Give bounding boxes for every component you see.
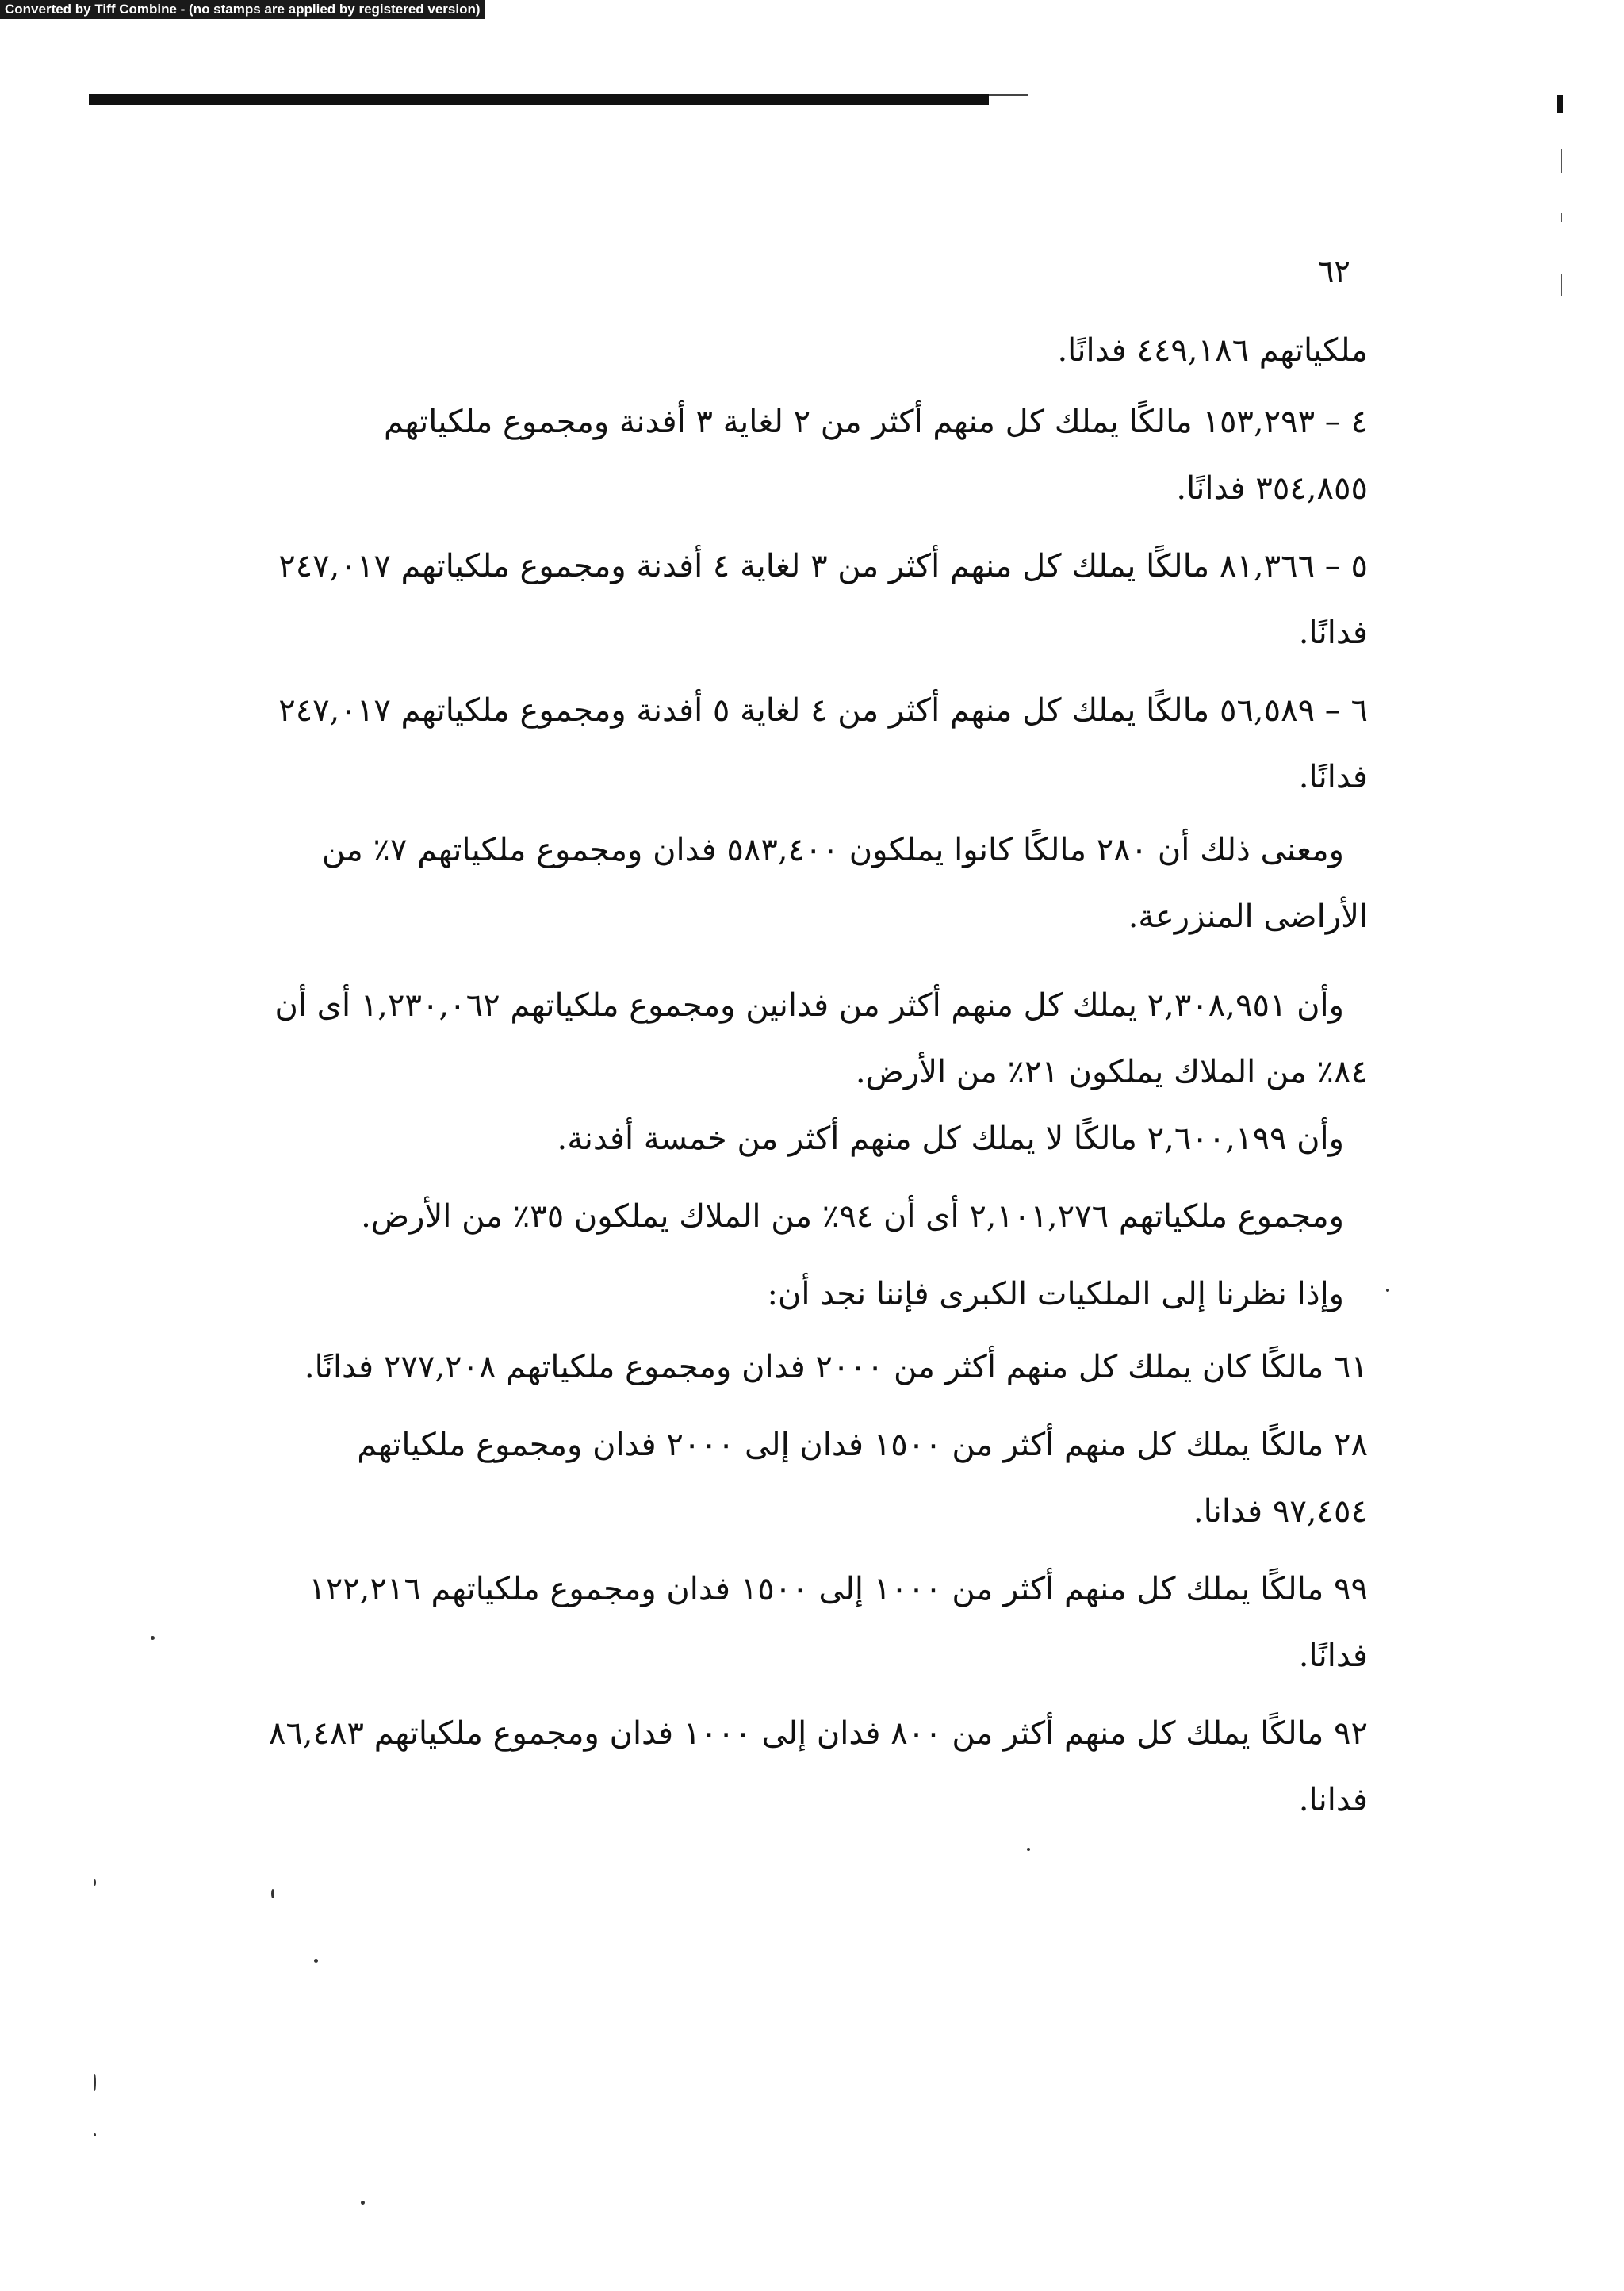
scan-speck bbox=[151, 1636, 155, 1640]
scan-speck bbox=[1386, 1289, 1389, 1292]
list-item: ٩٩ مالكًا يملك كل منهم أكثر من ١٠٠٠ إلى ١٥٠٠ فدان ومجموع ملكياتهم ١٢٢,٢١٦ فدانًا. bbox=[308, 1571, 1368, 1674]
list-item: ٦ – ٥٦,٥٨٩ مالكًا يملك كل منهم أكثر من ٤ لغاية ٥ أفدنة ومجموع ملكياتهم ٢٤٧,٠١٧ فدانًا. bbox=[278, 692, 1368, 795]
scan-mark bbox=[1557, 95, 1563, 113]
paragraph: وأن ٢,٣٠٨,٩٥١ يملك كل منهم أكثر من فدانين ومجموع ملكياتهم ١,٢٣٠,٠٦٢ أى أن ٨٤٪ من الملاك يملكون ٢١٪ من الأرض. bbox=[274, 987, 1368, 1090]
edge-tick bbox=[1561, 213, 1562, 222]
edge-tick bbox=[1561, 274, 1562, 296]
top-rule-tail bbox=[989, 94, 1028, 96]
scan-speck bbox=[361, 2201, 365, 2205]
paragraph: ومعنى ذلك أن ٢٨٠ مالكًا كانوا يملكون ٥٨٣,٤٠٠ فدان ومجموع ملكياتهم ٧٪ من الأراضى المنزرعة. bbox=[321, 832, 1368, 935]
scan-speck bbox=[271, 1889, 274, 1898]
scan-speck bbox=[1027, 1848, 1030, 1851]
list-item: ٩٢ مالكًا يملك كل منهم أكثر من ٨٠٠ فدان إلى ١٠٠٠ فدان ومجموع ملكياتهم ٨٦,٤٨٣ فدانا. bbox=[268, 1715, 1368, 1818]
list-item: ٢٨ مالكًا يملك كل منهم أكثر من ١٥٠٠ فدان إلى ٢٠٠٠ فدان ومجموع ملكياتهم ٩٧,٤٥٤ فدانا. bbox=[357, 1427, 1368, 1530]
converter-banner: Converted by Tiff Combine - (no stamps are applied by registered version) bbox=[0, 0, 485, 19]
paragraph: وأن ٢,٦٠٠,١٩٩ مالكًا لا يملك كل منهم أكثر من خمسة أفدنة. bbox=[557, 1121, 1344, 1157]
page-number: ٦٢ bbox=[1318, 254, 1350, 289]
scan-speck bbox=[314, 1959, 318, 1963]
edge-tick bbox=[1561, 149, 1562, 173]
scan-speck bbox=[94, 2074, 96, 2091]
body-text bbox=[262, 317, 1368, 1833]
list-item: ٤ – ١٥٣,٢٩٣ مالكًا يملك كل منهم أكثر من ٢ لغاية ٣ أفدنة ومجموع ملكياتهم ٣٥٤,٨٥٥ فدانًا. bbox=[384, 404, 1368, 507]
paragraph: ومجموع ملكياتهم ٢,١٠١,٢٧٦ أى أن ٩٤٪ من الملاك يملكون ٣٥٪ من الأرض. bbox=[361, 1198, 1344, 1235]
list-item: ٦١ مالكًا كان يملك كل منهم أكثر من ٢٠٠٠ فدان ومجموع ملكياتهم ٢٧٧,٢٠٨ فدانًا. bbox=[304, 1349, 1368, 1385]
paragraph: وإذا نظرنا إلى الملكيات الكبرى فإننا نجد أن: bbox=[767, 1276, 1344, 1312]
scan-speck bbox=[94, 1879, 96, 1886]
scan-speck bbox=[94, 2133, 96, 2136]
list-item: ٥ – ٨١,٣٦٦ مالكًا يملك كل منهم أكثر من ٣ لغاية ٤ أفدنة ومجموع ملكياتهم ٢٤٧,٠١٧ فدانًا. bbox=[278, 548, 1368, 651]
paragraph: ملكياتهم ٤٤٩,١٨٦ فدانًا. bbox=[1057, 332, 1368, 369]
top-rule bbox=[89, 94, 989, 105]
